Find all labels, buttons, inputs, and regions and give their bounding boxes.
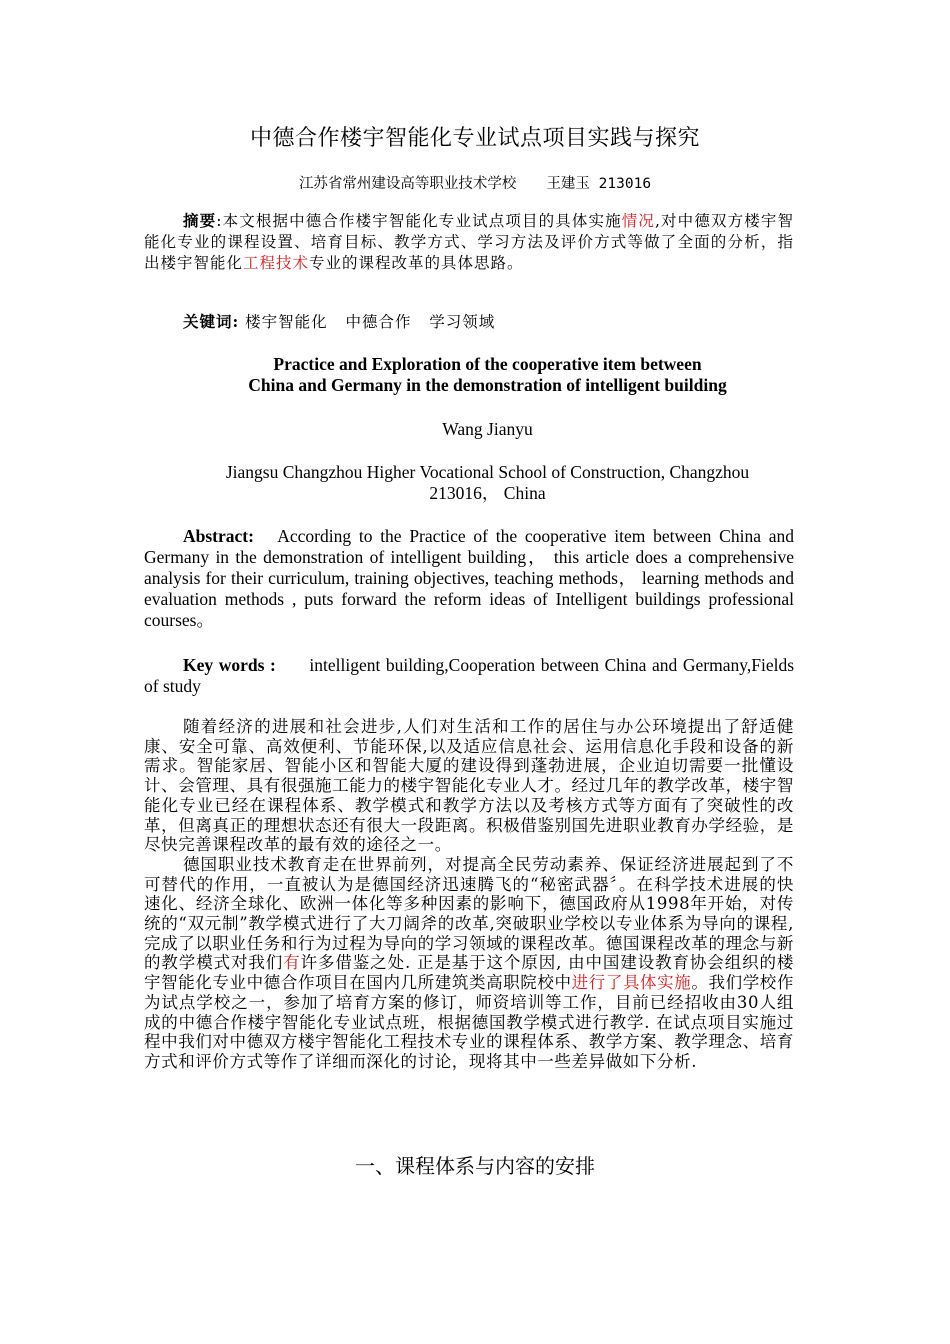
abstract-cn xyxy=(144,210,794,274)
paper-title: 中德合作楼宇智能化专业试点项目实践与探究 xyxy=(249,126,700,151)
abstract-cn-text-1: 本文根据中德合作楼宇智能化专业试点项目的具体实施 xyxy=(222,212,622,230)
english-affiliation-line-2: 213016， China xyxy=(429,483,546,503)
abstract-en-text: According to the Practice of the cooperative item between China and Germany in the demonstration of intelligent building， this article does a comprehensive analysis for their curriculum, training objectives, teaching methods， learning methods and evaluation methods , puts forward the reform ideas of Intelligent buildings professional courses。 xyxy=(144,526,795,630)
abstract-cn-highlight-1: 情况 xyxy=(621,212,655,230)
body-paragraph-2-text-1: 德国职业技术教育走在世界前列，对提高全民劳动素养、保证经济进展起到了不可替代的作用，一直被认为是德国经济迅速腾飞的“秘密武器〞。在科学技术进展的快速化、经济全球化、欧洲一体化等多种因素的影响下，德国政府从1998年开始，对传统的“双元制”教学模式进行了大刀阔斧的改革,突破职业学校以专业体系为导向的课程,完成了以职业任务和行为过程为导向的学习领域的课程改革。德国课程改革的理念与新的教学模式对我们 xyxy=(144,854,794,973)
english-title-line-2: China and Germany in the demonstration of intelligent building xyxy=(248,375,727,395)
keywords-cn-label: 关键词: xyxy=(183,312,240,331)
section-heading-1: 一、课程体系与内容的安排 xyxy=(355,1154,595,1178)
abstract-cn-text-2: ,对中德双方楼宇智能化专业的课程设置、培育目标、教学方式、学习方法及评价方式等做了全面的分析，指出楼宇智能化 xyxy=(144,212,794,272)
body-text xyxy=(144,717,794,1072)
english-title xyxy=(0,354,950,396)
body-paragraph-2 xyxy=(144,855,794,1072)
author-affiliation-cn xyxy=(0,172,950,193)
keywords-en-label: Key words : xyxy=(183,655,276,675)
abstract-en xyxy=(144,526,794,631)
body-paragraph-2-highlight-1: 有 xyxy=(283,953,301,973)
abstract-cn-sep: : xyxy=(216,212,223,230)
keywords-en xyxy=(144,655,794,697)
body-paragraph-1: 随着经济的进展和社会进步,人们对生活和工作的居住与办公环境提出了舒适健康、安全可靠、高效便利、节能环保,以及适应信息社会、运用信息化手段和设备的新需求。智能家居、智能小区和智能大厦的建设得到蓬勃进展，企业迫切需要一批懂设计、会管理、具有很强施工能力的楼宇智能化专业人才。经过几年的教学改革，楼宇智能化专业已经在课程体系、教学模式和教学方法以及考核方式等方面有了突破性的改革，但离真正的理想状态还有很大一段距离。积极借鉴别国先进职业教育办学经验，是尽快完善课程改革的最有效的途径之一。 xyxy=(144,717,794,855)
english-affiliation-line-1: Jiangsu Changzhou Higher Vocational School of Construction, Changzhou xyxy=(225,462,750,482)
english-author: Wang Jianyu xyxy=(442,419,533,439)
keywords-cn xyxy=(144,311,794,333)
author-cn: 王建玉 213016 xyxy=(546,176,652,192)
abstract-cn-highlight-2: 工程技术 xyxy=(243,254,310,272)
english-title-line-1: Practice and Exploration of the cooperative item between xyxy=(273,354,702,374)
keywords-en-text: intelligent building,Cooperation between China and Germany,Fields of study xyxy=(144,655,795,696)
keywords-cn-text: 楼宇智能化 中德合作 学习领域 xyxy=(245,313,496,331)
body-paragraph-2-text-2: 许多借鉴之处. 正是基于这个原因, 由中国建设教育协会组织的楼宇智能化专业中德合作项目在国内几所建筑类高职院校中 xyxy=(144,953,794,993)
body-paragraph-2-highlight-2: 进行了具体实施 xyxy=(571,973,692,993)
abstract-en-label: Abstract: xyxy=(183,526,254,546)
english-affiliation xyxy=(0,462,950,504)
body-paragraph-2-text-3: 。我们学校作为试点学校之一，参加了培育方案的修订，师资培训等工作，目前已经招收由30人组成的中德合作楼宇智能化专业试点班，根据德国教学模式进行教学. 在试点项目实施过程中我们对中德双方楼宇智能化工程技术专业的课程体系、教学方案、教学理念、培育方式和评价方式等作了详细而深化的讨论，现将其中一些差异做如下分析. xyxy=(144,973,795,1071)
affiliation-cn: 江苏省常州建设高等职业技术学校 xyxy=(298,176,517,192)
abstract-cn-text-3: 专业的课程改革的具体思路。 xyxy=(309,254,524,272)
abstract-cn-label: 摘要 xyxy=(183,211,217,230)
